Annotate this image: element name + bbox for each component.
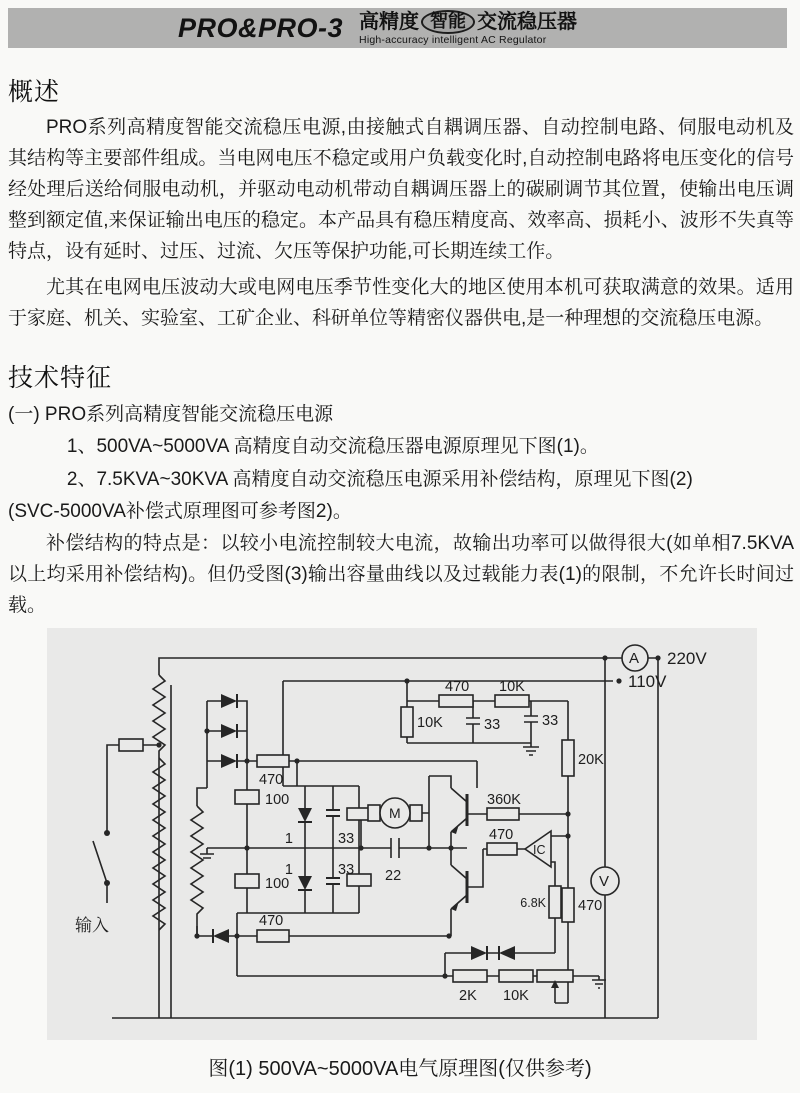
label-360k: 360K — [487, 792, 521, 808]
brand-logo: PRO&PRO-3 — [178, 12, 344, 43]
label-low-10k: 10K — [503, 988, 529, 1004]
header-title-post: 交流稳压器 — [477, 11, 578, 34]
header-banner — [8, 8, 787, 48]
label-100-2: 100 — [265, 876, 290, 892]
figure-1-box — [47, 628, 757, 1040]
header-subtitle: High-accuracy intelligent AC Regulator — [359, 34, 547, 47]
label-rect-470: 470 — [259, 772, 284, 788]
label-net-470: 470 — [445, 679, 470, 695]
header-title-badge: 智能 — [421, 10, 475, 34]
features-series-line: (一) PRO系列高精度智能交流稳压电源 — [8, 404, 334, 425]
label-470-drv: 470 — [489, 827, 514, 843]
circuit-components — [235, 645, 648, 982]
label-33-4: 33 — [338, 862, 355, 878]
header-title-pre: 高精度 — [359, 11, 420, 34]
features-heading: 技术特征 — [8, 364, 113, 392]
label-6k8: 6.8K — [520, 896, 546, 910]
label-low-470: 470 — [259, 913, 284, 929]
motor-label: M — [389, 805, 401, 821]
label-470-fb: 470 — [578, 898, 603, 914]
ic-label: IC — [533, 843, 546, 857]
features-item-1: 1、500VA~5000VA 高精度自动交流稳压器电源原理见下图(1)。 — [66, 436, 599, 457]
overview-paragraph-1: PRO系列高精度智能交流稳压电源,由接触式自耦调压器、自动控制电路、伺服电动机及其结构等主要部件组成。当电网电压不稳定或用户负载变化时,自动控制电路将电压变化的信号经处理后送给伺服电动机，并驱动电动机带动自耦调压器上的碳刷调节其位置，使输出电压调整到额定值,来保证输出电压的稳定。本产品具有稳压精度高、效率高、损耗小、波形不失真等特点，设有延时、过压、过流、欠压等保护功能,可长期连续工作。 — [8, 117, 794, 262]
header-title-group — [359, 10, 577, 46]
overview-heading: 概述 — [8, 78, 61, 106]
figure-caption: 图(1) 500VA~5000VA电气原理图(仅供参考) — [208, 1058, 592, 1080]
label-220v: 220V — [667, 649, 707, 668]
overview-paragraph-2: 尤其在电网电压波动大或电网电压季节性变化大的地区使用本机可获取满意的效果。适用于家庭、机关、实验室、工矿企业、科研单位等精密仪器供电,是一种理想的交流稳压电源。 — [8, 277, 794, 329]
ammeter-label: A — [629, 650, 640, 667]
features-paragraph-3: 补偿结构的特点是：以较小电流控制较大电流，故输出功率可以做得很大(如单相7.5KVA以上均采用补偿结构)。但仍受图(3)输出容量曲线以及过载能力表(1)的限制，不允许长时间过载。 — [8, 533, 794, 616]
voltmeter-label: V — [599, 873, 610, 890]
label-33-3: 33 — [338, 831, 355, 847]
label-22: 22 — [385, 868, 402, 884]
label-110v: 110V — [628, 672, 667, 691]
label-net-10k-v: 10K — [417, 715, 443, 731]
label-20k: 20K — [578, 752, 604, 768]
label-net-10k: 10K — [499, 679, 525, 695]
circuit-diagram — [47, 628, 757, 1040]
label-d1-1: 1 — [284, 831, 293, 847]
label-net-33-1: 33 — [484, 717, 501, 733]
label-d1-2: 1 — [284, 862, 293, 878]
input-label: 输入 — [75, 916, 109, 935]
circuit-wires — [93, 658, 658, 1018]
label-2k: 2K — [459, 988, 477, 1004]
features-item-2b: (SVC-5000VA补偿式原理图可参考图2)。 — [8, 501, 352, 522]
header-title — [359, 10, 577, 34]
label-100-1: 100 — [265, 792, 290, 808]
label-net-33-2: 33 — [542, 713, 559, 729]
features-item-2: 2、7.5KVA~30KVA 高精度自动交流稳压电源采用补偿结构，原理见下图(2) — [66, 469, 693, 490]
